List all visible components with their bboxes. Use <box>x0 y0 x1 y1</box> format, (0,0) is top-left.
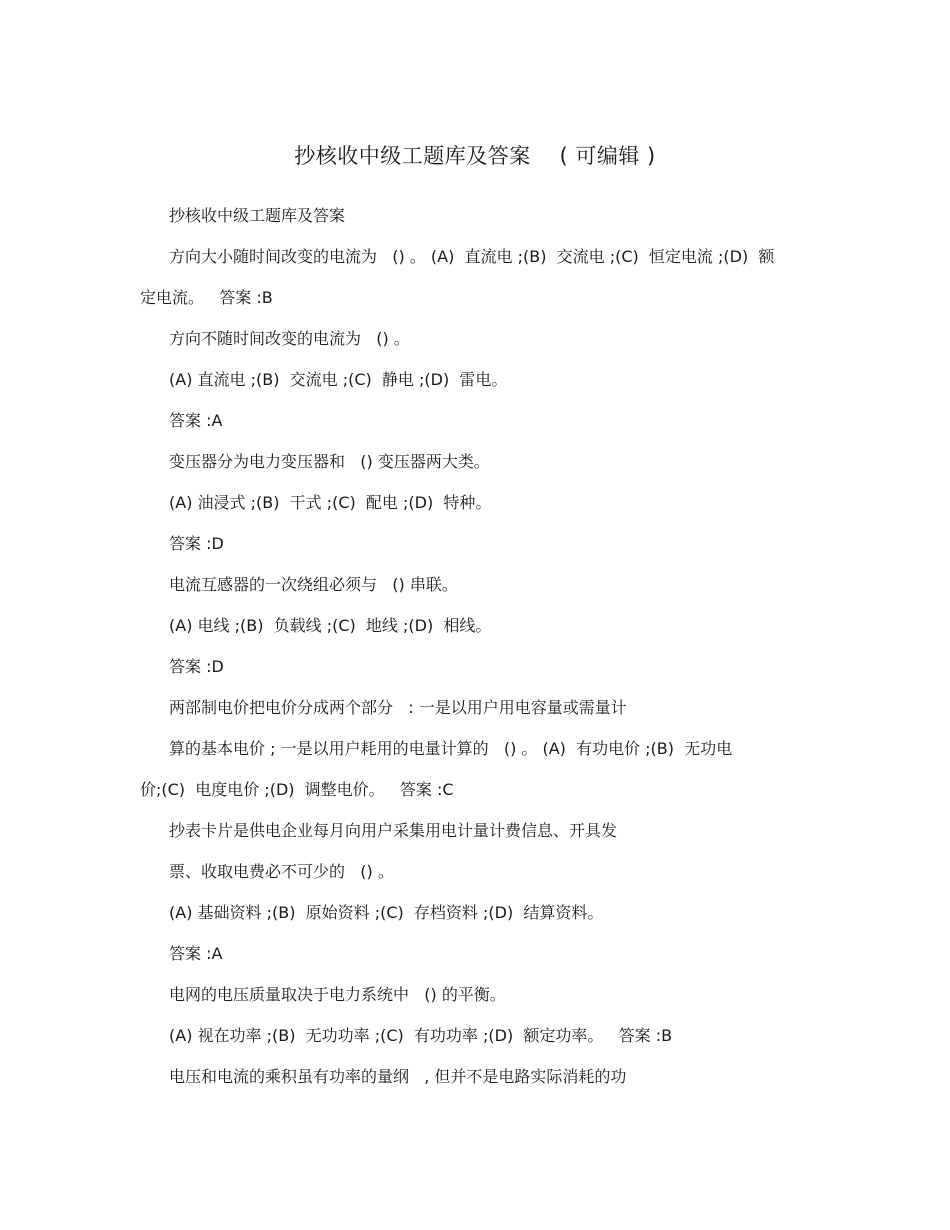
document-body <box>140 200 810 1102</box>
text-line: 定电流。 答案 :B <box>140 288 273 307</box>
text-line: 答案 :A <box>169 411 223 430</box>
text-line: 两部制电价把电价分成两个部分 : 一是以用户用电容量或需量计 <box>169 698 627 717</box>
text-line: 电流互感器的一次绕组必须与 () 串联。 <box>169 575 458 594</box>
document-title: 抄核收中级工题库及答案 ( 可编辑 ) <box>294 144 656 168</box>
text-line: 票、收取电费必不可少的 () 。 <box>169 862 394 881</box>
text-line: 电压和电流的乘积虽有功率的量纲 , 但并不是电路实际消耗的功 <box>169 1067 627 1086</box>
text-line: 答案 :D <box>169 657 224 676</box>
text-line: 方向大小随时间改变的电流为 () 。 (A) 直流电 ;(B) 交流电 ;(C) 恒定电流 ;(D) 额 <box>169 247 775 266</box>
text-line: 抄核收中级工题库及答案 <box>169 206 346 225</box>
text-line: (A) 油浸式 ;(B) 干式 ;(C) 配电 ;(D) 特种。 <box>169 493 492 512</box>
text-line: 电网的电压质量取决于电力系统中 () 的平衡。 <box>169 985 506 1004</box>
text-line: (A) 基础资料 ;(B) 原始资料 ;(C) 存档资料 ;(D) 结算资料。 <box>169 903 604 922</box>
text-line: 答案 :D <box>169 534 224 553</box>
text-line: 抄表卡片是供电企业每月向用户采集用电计量计费信息、开具发 <box>169 821 618 840</box>
text-line: 价;(C) 电度电价 ;(D) 调整电价。 答案 :C <box>140 780 454 799</box>
text-line: (A) 直流电 ;(B) 交流电 ;(C) 静电 ;(D) 雷电。 <box>169 370 508 389</box>
text-line: 方向不随时间改变的电流为 () 。 <box>169 329 410 348</box>
text-line: 答案 :A <box>169 944 223 963</box>
text-line: (A) 视在功率 ;(B) 无功功率 ;(C) 有功功率 ;(D) 额定功率。 答案 :B <box>169 1026 673 1045</box>
text-line: 变压器分为电力变压器和 () 变压器两大类。 <box>169 452 490 471</box>
text-line: 算的基本电价 ; 一是以用户耗用的电量计算的 () 。 (A) 有功电价 ;(B) 无功电 <box>169 739 733 758</box>
text-line: (A) 电线 ;(B) 负载线 ;(C) 地线 ;(D) 相线。 <box>169 616 492 635</box>
